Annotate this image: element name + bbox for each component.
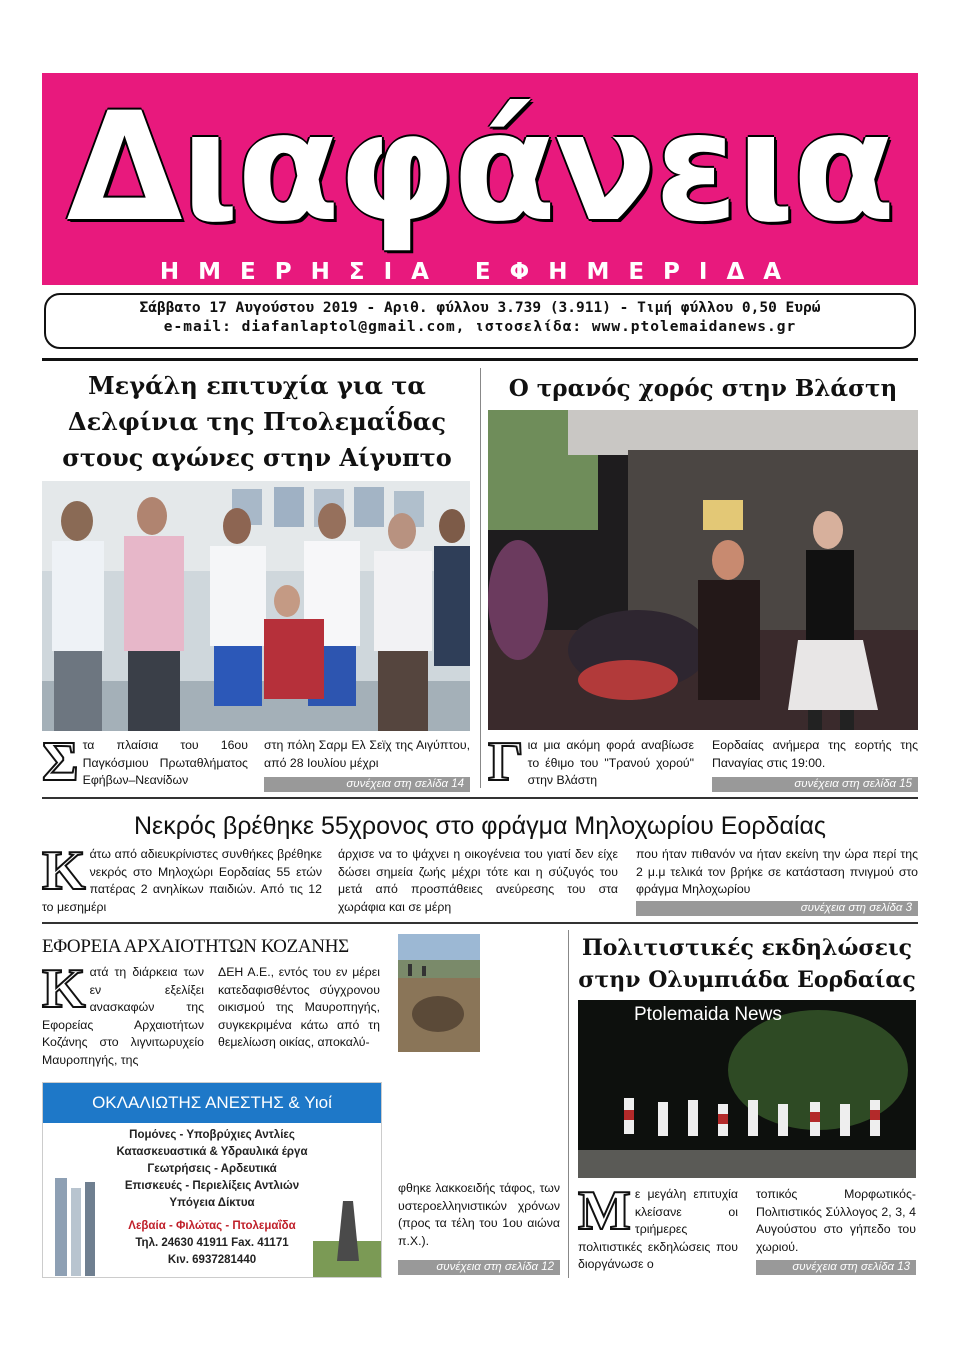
dance-event-photo — [488, 410, 918, 730]
ad-phone: Τηλ. 24630 41911 Fax. 41171 — [135, 1237, 289, 1249]
ad-mobile: Κιν. 6937281440 — [167, 1254, 257, 1266]
article1-col2: στη πόλη Σαρμ Ελ Σεϊχ της Αιγύπτου, από 28 Ιουλίου μέχρι — [264, 738, 470, 770]
divider — [42, 358, 918, 361]
article2-col1: Για μια ακόμη φορά αναβίωσε το έθιμο του "Τρανού χορού" στην Βλάστη — [488, 731, 694, 793]
article1-continued-link[interactable]: συνέχεια στη σελίδα 14 — [264, 777, 470, 792]
article3-col3: που ήταν πιθανόν να ήταν εκείνη την ώρα περί της 2 μ.μ τελικά τον βρήκε σε κατάσταση πνιγμού στο φράγμα Μηλοχωρίου — [636, 847, 918, 897]
article1-headline[interactable]: Μεγάλη επιτυχία για τα Δελφίνια της Πτολεμαΐδας στους αγώνες στην Αίγυπτο — [62, 371, 452, 472]
article4-continued-link[interactable]: συνέχεια στη σελίδα 12 — [398, 1260, 560, 1275]
article3-continued-link[interactable]: συνέχεια στη σελίδα 3 — [636, 901, 918, 916]
dropcap: Σ — [42, 731, 79, 793]
masthead — [42, 73, 918, 285]
article4-col1: Κατά τη διάρκεια των εν εξελίξει ανασκαφών της Εφορείας Αρχαιοτήτων Κοζάνης στο λιγνιτωρυχείο Μαυροπηγής, της — [42, 958, 204, 1067]
excavation-photo — [398, 934, 480, 1052]
article4-photo[interactable] — [398, 934, 480, 1052]
newspaper-subtitle: ΗΜΕΡΗΣΙΑ ΕΦΗΜΕΡΙΔΑ — [159, 259, 801, 285]
article4-col2: ΔΕΗ Α.Ε., εντός του εν μέρει κατεδαφισθέντος σύγχρονου οικισμού της Μαυροπηγής, συγκεκριμένα κάτω από τη θεμελίωση οικίας, αποκαλύ- — [218, 965, 380, 1050]
dropcap: Κ — [42, 840, 86, 902]
article3-headline[interactable]: Νεκρός βρέθηκε 55χρονος στο φράγμα Μηλοχωρίου Εορδαίας — [134, 812, 826, 840]
article5-headline[interactable]: Πολιτιστικές εκδηλώσεις στην Ολυμπιάδα Εορδαίας — [578, 935, 916, 993]
column-divider — [568, 930, 569, 1278]
newspaper-title: Διαφάνεια — [66, 81, 894, 255]
divider — [42, 797, 918, 799]
ad-line: Γεωτρήσεις - Αρδευτικά — [147, 1163, 277, 1175]
ad-line: Κατασκευαστικά & Υδραυλικά έργα — [116, 1146, 308, 1158]
issue-date-line: Σάββατο 17 Αυγούστου 2019 - Αριθ. φύλλου 3.739 (3.911) - Τιμή φύλλου 0,50 Ευρώ — [139, 300, 821, 316]
swimmers-group-photo — [42, 481, 470, 731]
article2-photo[interactable] — [488, 410, 918, 730]
dropcap: Μ — [578, 1180, 631, 1242]
ad-line: Πομόνες - Υποβρύχιες Αντλίες — [129, 1129, 295, 1141]
ad-title: ΟΚΛΑΛΙΩΤΗΣ ΑΝΕΣΤΗΣ & Υιοί — [43, 1083, 381, 1123]
divider — [42, 922, 918, 924]
dropcap: Κ — [42, 958, 86, 1020]
article1-col1: Στα πλαίσια του 16ου Παγκόσμιου Πρωταθλήματος Εφήβων–Νεανίδων — [42, 731, 248, 793]
article5-col2: τοπικός Μορφωτικός-Πολιτιστικός Σύλλογος 2, 3, 4 Αυγούστου στο γήπεδο του χωριού. — [756, 1187, 916, 1254]
dropcap: Γ — [488, 731, 524, 793]
drilling-rig-icon — [313, 1201, 381, 1277]
article1-photo[interactable] — [42, 481, 470, 731]
article5-continued-link[interactable]: συνέχεια στη σελίδα 13 — [756, 1260, 916, 1275]
column-divider — [480, 368, 481, 788]
article3-col1: Κάτω από αδιευκρίνιστες συνθήκες βρέθηκε νεκρός στο Μηλοχώρι Εορδαίας 55 ετών πατέρας 2 ανηλίκων παιδιών. Από τις 12 το μεσημέρι — [42, 840, 322, 914]
article2-continued-link[interactable]: συνέχεια στη σελίδα 15 — [712, 777, 918, 792]
pump-icon — [47, 1178, 99, 1278]
ad-line: Υπόγεια Δίκτυα — [169, 1197, 255, 1209]
article4-col3: φθηκε λακκοειδής τάφος, των υστεροελληνιστικών χρόνων (προς τα τέλη του 1ου αιώνα π.Χ.). — [398, 1181, 560, 1248]
article2-col2: Εορδαίας ανήμερα της εορτής της Παναγίας στις 19:00. — [712, 738, 918, 770]
issue-info-box — [44, 293, 916, 349]
ad-line: Επισκευές - Περιελίξεις Αντλιών — [124, 1180, 300, 1192]
article3-col2: άρχισε να το ψάχνει η οικογένεια του γιατί δεν είχε δώσει σημεία ζωής μέχρι τότε και η σύζυγός του μετά από προσπάθειες ανεύρεσης του στα χωράφια και σε μέρη — [338, 847, 618, 914]
article5-col1: Με μεγάλη επιτυχία κλείσανε οι τριήμερες πολιτιστικές εκδηλώσεις που διοργάνωσε ο — [578, 1180, 738, 1272]
article2-headline[interactable]: Ο τρανός χορός στην Βλάστη — [508, 375, 898, 402]
folk-dance-photo — [578, 1000, 916, 1178]
article4-headline[interactable]: ΕΦΟΡΕΙΑ ΑΡΧΑΙΟΤΗΤΩΝ ΚΟΖΑΝΗΣ — [42, 936, 349, 957]
ad-locations: Λεβαία - Φιλώτας - Πτολεμαΐδα — [128, 1220, 296, 1232]
advertisement[interactable] — [42, 1082, 382, 1278]
article5-photo[interactable] — [578, 1000, 916, 1178]
photo-caption: Ptolemaida News — [634, 1004, 782, 1025]
contact-line: e-mail: diafanlaptol@gmail.com, ιστοσελίδα: www.ptolemaidanews.gr — [163, 319, 797, 335]
